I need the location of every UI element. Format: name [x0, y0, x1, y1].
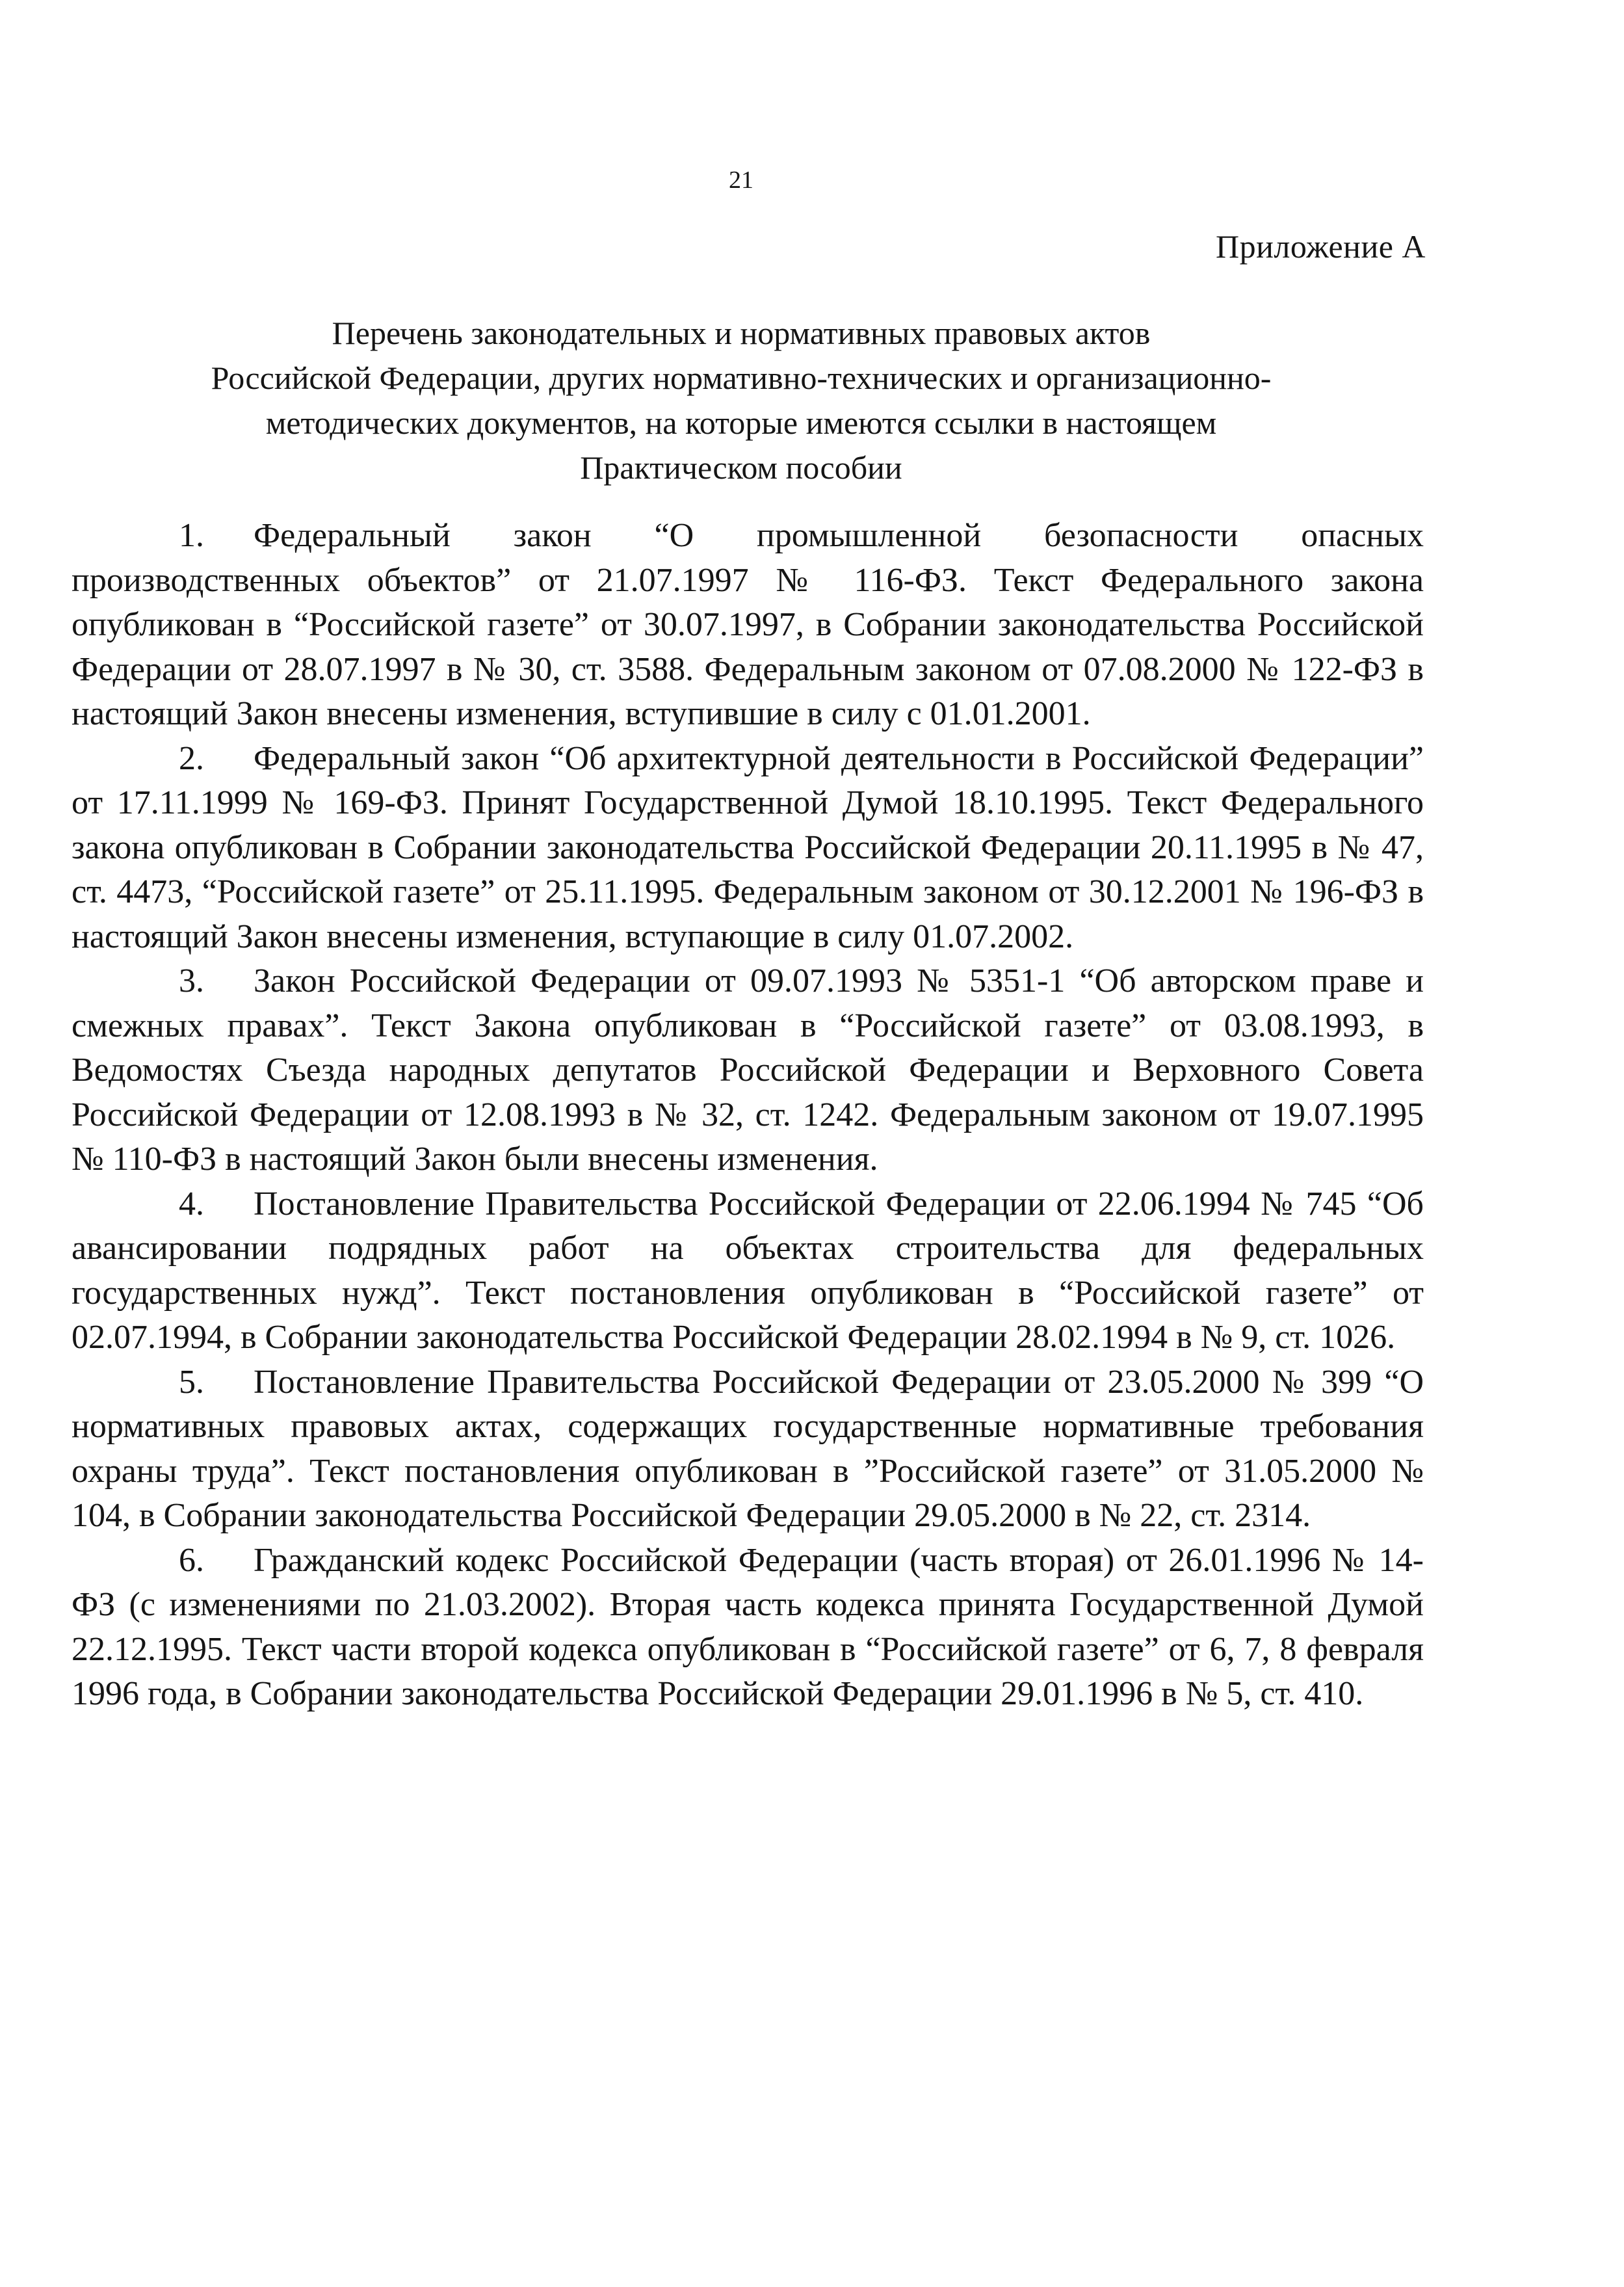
appendix-label: Приложение А	[1216, 228, 1426, 265]
title-line: Российской Федерации, других нормативно-технических и организационно-	[211, 360, 1272, 396]
list-item-text: Закон Российской Федерации от 09.07.1993 № 5351-1 “Об авторском праве и смежных правах”. Текст Закона опубликован в “Российской газете” от 03.08.1993, в Ведомостях Съезда народных депутатов Российской Федерации и Верховного Совета Российской Федерации от 12.08.1993 в № 32, ст. 1242. Федеральным законом от 19.07.1995 № 110-ФЗ в настоящий Закон были внесены изменения.	[72, 962, 1424, 1178]
list-item	[72, 959, 1424, 1182]
list-item	[72, 1360, 1424, 1539]
list-item-text: Федеральный закон “Об архитектурной деятельности в Российской Федерации” от 17.11.1999 № 169-ФЗ. Принят Государственной Думой 18.10.1995. Текст Федерального закона опубликован в Собрании законодательства Российской Федерации 20.11.1995 в № 47, ст. 4473, “Российской газете” от 25.11.1995. Федеральным законом от 30.12.2001 № 196-ФЗ в настоящий Закон внесены изменения, вступающие в силу 01.07.2002.	[72, 739, 1424, 955]
title-line: Практическом пособии	[580, 449, 902, 486]
title-line: методических документов, на которые имеются ссылки в настоящем	[265, 404, 1217, 441]
list-item-number: 4.	[179, 1185, 204, 1223]
list-item	[72, 1539, 1424, 1717]
list-item-number: 1.	[179, 517, 204, 554]
list-item-number: 2.	[179, 739, 204, 777]
list-item	[72, 514, 1424, 737]
list-item-text: Постановление Правительства Российской Федерации от 22.06.1994 № 745 “Об авансировании подрядных работ на объектах строительства для федеральных государственных нужд”. Текст постановления опубликован в “Российской газете” от 02.07.1994, в Собрании законодательства Российской Федерации 28.02.1994 в № 9, ст. 1026.	[72, 1185, 1424, 1356]
page-number: 21	[729, 166, 753, 194]
list-item-number: 3.	[179, 962, 204, 999]
list-item-text: Постановление Правительства Российской Федерации от 23.05.2000 № 399 “О нормативных правовых актах, содержащих государственные нормативные требования охраны труда”. Текст постановления опубликован в ”Российской газете” от 31.05.2000 № 104, в Собрании законодательства Российской Федерации 29.05.2000 в № 22, ст. 2314.	[72, 1363, 1424, 1534]
list-item	[72, 1182, 1424, 1360]
list-item-text: Гражданский кодекс Российской Федерации (часть вторая) от 26.01.1996 № 14-ФЗ (с изменениями по 21.03.2002). Вторая часть кодекса принята Государственной Думой 22.12.1995. Текст части второй кодекса опубликован в “Российской газете” от 6, 7, 8 февраля 1996 года, в Собрании законодательства Российской Федерации 29.01.1996 в № 5, ст. 410.	[72, 1541, 1424, 1712]
list-item-number: 6.	[179, 1541, 204, 1579]
reference-list	[72, 514, 1424, 1717]
list-item	[72, 737, 1424, 960]
list-item-text: Федеральный закон “О промышленной безопасности опасных производственных объектов” от 21.07.1997 № 116-ФЗ. Текст Федерального закона опубликован в “Российской газете” от 30.07.1997, в Собрании законодательства Российской Федерации от 28.07.1997 в № 30, ст. 3588. Федеральным законом от 07.08.2000 № 122-ФЗ в настоящий Закон внесены изменения, вступившие в силу с 01.01.2001.	[72, 517, 1424, 732]
title-line: Перечень законодательных и нормативных правовых актов	[332, 315, 1151, 351]
document-title	[104, 311, 1378, 490]
list-item-number: 5.	[179, 1363, 204, 1401]
